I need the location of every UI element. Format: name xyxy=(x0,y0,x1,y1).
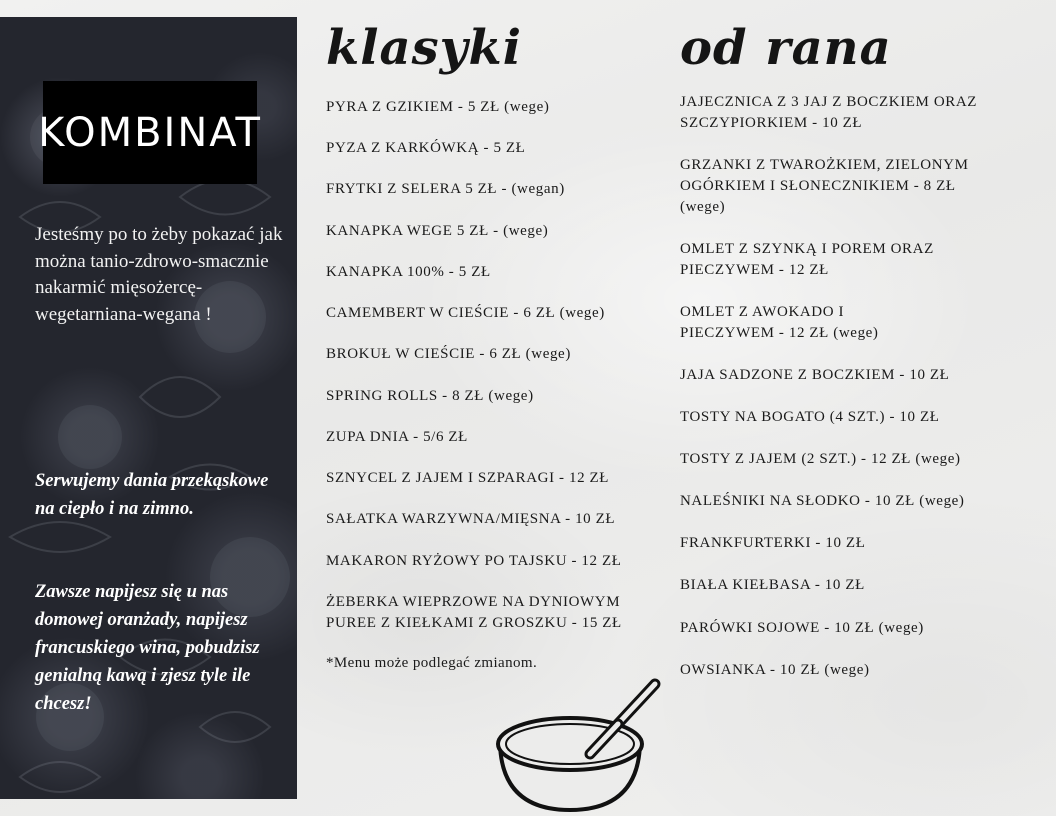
menu-item: CAMEMBERT W CIEŚCIE - 6 ZŁ (wege) xyxy=(326,305,605,321)
menu-item: KANAPKA WEGE 5 ZŁ - (wege) xyxy=(326,223,549,239)
menu-item: PYRA Z GZIKIEM - 5 ZŁ (wege) xyxy=(326,99,550,115)
od-rana-menu xyxy=(680,0,1040,816)
klasyki-heading: klasyki xyxy=(326,20,522,76)
logo-box xyxy=(38,81,262,184)
menu-item: MAKARON RYŻOWY PO TAJSKU - 12 ZŁ xyxy=(326,553,622,569)
sidebar-panel xyxy=(0,17,297,799)
menu-item-line: GRZANKI Z TWAROŻKIEM, ZIELONYM xyxy=(680,157,969,173)
menu-item: BIAŁA KIEŁBASA - 10 ZŁ xyxy=(680,577,865,593)
intro-text: Jesteśmy po to żeby pokazać jak można tanio-zdrowo-smacznie nakarmić mięsożercę-wegetarniana-wegana ! xyxy=(35,224,283,325)
menu-item xyxy=(680,155,969,218)
brand-logo: KOMBINAT xyxy=(38,109,262,156)
menu-item-line: OGÓRKIEM I SŁONECZNIKIEM - 8 ZŁ xyxy=(680,178,956,194)
serve-text: Serwujemy dania przekąskowe na ciepło i na zimno. xyxy=(35,471,269,519)
menu-item: ZUPA DNIA - 5/6 ZŁ xyxy=(326,429,468,445)
menu-item: BROKUŁ W CIEŚCIE - 6 ZŁ (wege) xyxy=(326,346,571,362)
menu-note: *Menu może podlegać zmianom. xyxy=(326,655,538,671)
menu-item: SPRING ROLLS - 8 ZŁ (wege) xyxy=(326,388,534,404)
menu-item-line: (wege) xyxy=(680,199,726,215)
menu-item: FRYTKI Z SELERA 5 ZŁ - (wegan) xyxy=(326,181,565,197)
menu-item: TOSTY NA BOGATO (4 SZT.) - 10 ZŁ xyxy=(680,409,940,425)
menu-item: JAJA SADZONE Z BOCZKIEM - 10 ZŁ xyxy=(680,367,950,383)
menu-item: OWSIANKA - 10 ZŁ (wege) xyxy=(680,662,870,678)
menu-item xyxy=(680,239,934,281)
menu-item-line: OMLET Z SZYNKĄ I POREM ORAZ xyxy=(680,241,934,257)
menu-item: KANAPKA 100% - 5 ZŁ xyxy=(326,264,491,280)
menu-item-line: SZCZYPIORKIEM - 10 ZŁ xyxy=(680,115,863,131)
menu-item-line: PIECZYWEM - 12 ZŁ (wege) xyxy=(680,325,879,341)
menu-item-line: OMLET Z AWOKADO I xyxy=(680,304,845,320)
menu-item-line: ŻEBERKA WIEPRZOWE NA DYNIOWYM xyxy=(326,594,621,610)
menu-item xyxy=(680,302,879,344)
drinks-text: Zawsze napijesz się u nas domowej oranżady, napijesz francuskiego wina, pobudzisz genialną kawą i zjesz tyle ile chcesz! xyxy=(35,582,260,714)
menu-item: SAŁATKA WARZYWNA/MIĘSNA - 10 ZŁ xyxy=(326,511,616,527)
menu-item xyxy=(680,92,977,134)
menu-item: PARÓWKI SOJOWE - 10 ZŁ (wege) xyxy=(680,620,924,636)
menu-item-line: JAJECZNICA Z 3 JAJ Z BOCZKIEM ORAZ xyxy=(680,94,978,110)
menu-item-line: PIECZYWEM - 12 ZŁ xyxy=(680,262,829,278)
menu-item: TOSTY Z JAJEM (2 SZT.) - 12 ZŁ (wege) xyxy=(680,451,961,467)
menu-item: SZNYCEL Z JAJEM I SZPARAGI - 12 ZŁ xyxy=(326,470,610,486)
od-rana-heading: od rana xyxy=(680,20,892,76)
menu-item: PYZA Z KARKÓWKĄ - 5 ZŁ xyxy=(326,140,526,156)
bowl-spoon-icon xyxy=(490,672,665,812)
menu-item-line: PUREE Z KIEŁKAMI Z GROSZKU - 15 ZŁ xyxy=(326,615,622,631)
menu-item xyxy=(326,592,622,634)
menu-item: FRANKFURTERKI - 10 ZŁ xyxy=(680,535,866,551)
menu-item: NALEŚNIKI NA SŁODKO - 10 ZŁ (wege) xyxy=(680,493,965,509)
